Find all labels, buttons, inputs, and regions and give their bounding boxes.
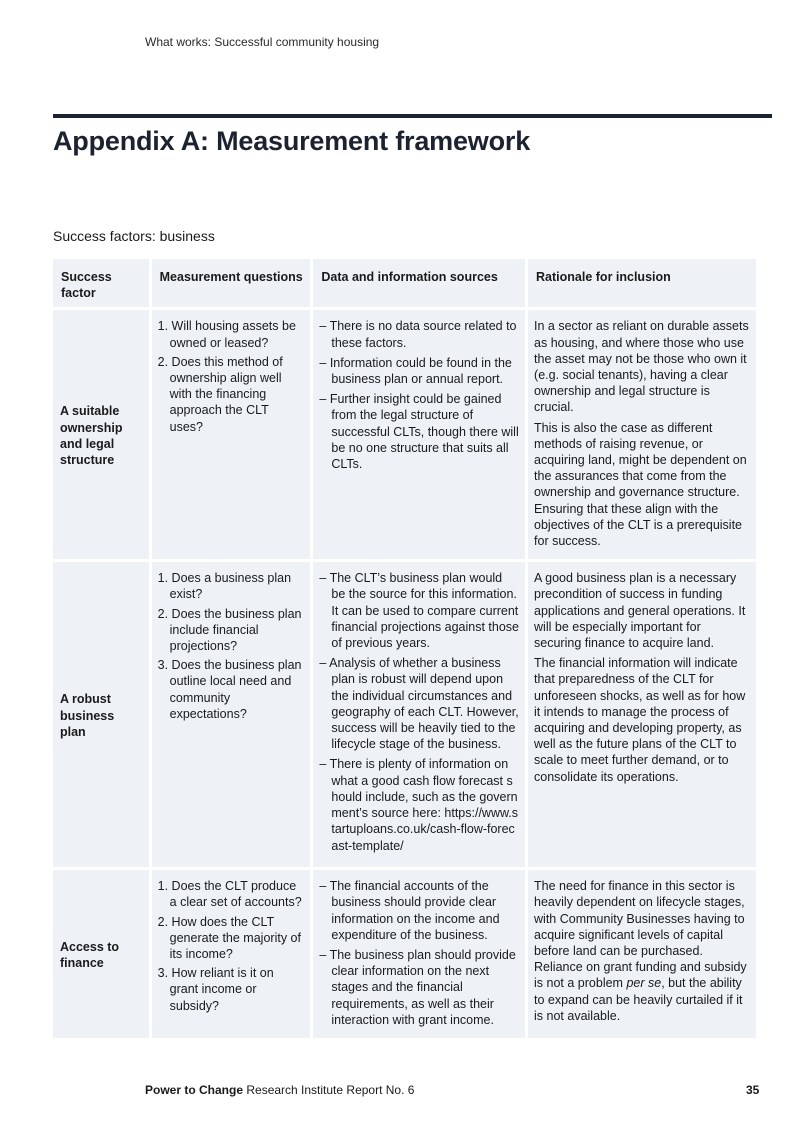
footer-brand: Power to Change <box>145 1083 244 1097</box>
questions-cell <box>152 562 311 867</box>
list-item: – The financial accounts of the business should provide clear information on the income and expenditure of the business. <box>319 878 519 943</box>
title-rule <box>53 114 772 118</box>
page-title: Appendix A: Measurement framework <box>53 126 531 156</box>
rationale-cell <box>528 562 756 867</box>
questions-cell <box>152 870 311 1038</box>
section-subtitle: Success factors: business <box>53 228 215 244</box>
list-item: – The CLT’s business plan would be the source for this information. It can be used to compare current financial projections against those of previous years. <box>319 570 519 651</box>
footer-report-title <box>145 1083 414 1097</box>
success-factor-cell: A suitable ownership and legal structure <box>53 310 149 559</box>
column-header: Rationale for inclusion <box>528 259 756 307</box>
success-factor-cell: Access to finance <box>53 870 149 1038</box>
table-row <box>53 870 756 1038</box>
success-factor-cell: A robust business plan <box>53 562 149 867</box>
list-item: 2. Does this method of ownership align well with the financing approach the CLT uses? <box>157 354 283 434</box>
rationale-paragraph: A good business plan is a necessary precondition of success in funding applications and general operations. It will be especially important for securing finance to acquire land. <box>534 571 746 651</box>
footer-text: Research Institute Report No. 6 <box>243 1083 415 1097</box>
list-item: – There is no data source related to these factors. <box>319 318 519 350</box>
rationale-cell <box>528 870 756 1038</box>
column-header: Data and information sources <box>313 259 525 307</box>
table-row <box>53 562 756 867</box>
running-header: What works: Successful community housing <box>145 35 380 49</box>
table-header-row <box>53 259 756 307</box>
list-item: 1. Does a business plan exist? <box>157 571 292 602</box>
column-header: Success factor <box>53 259 149 307</box>
sources-cell <box>313 310 525 559</box>
table-row <box>53 310 756 559</box>
measurement-framework-table <box>50 256 759 1041</box>
list-item: 2. How does the CLT generate the majority of its income? <box>157 914 301 962</box>
list-item: – Further insight could be gained from the legal structure of successful CLTs, though there will be no one structure that suits all CLTs. <box>319 391 519 472</box>
list-item: 2. Does the business plan include financial projections? <box>157 606 302 654</box>
sources-cell <box>313 562 525 867</box>
rationale-paragraph: This is also the case as different methods of raising revenue, or acquiring land, might be dependent on the assurances that come from the ownership and governance structure. Ensuring that these align with the objectives of the CLT is a prerequisite for success. <box>534 420 747 549</box>
list-item: 1. Does the CLT produce a clear set of accounts? <box>157 879 302 910</box>
rationale-paragraph: The financial information will indicate that preparedness of the CLT for unforeseen shocks, as well as for how it intends to manage the process of acquiring and developing property, as well as the future plans of the CLT to scale to meet further demand, or to consolidate its operations. <box>534 656 746 784</box>
sources-cell <box>313 870 525 1038</box>
rationale-paragraph: In a sector as reliant on durable assets as housing, and where those who use the asset may not be those who own it (e.g. social tenants), having a clear ownership and legal structure is crucial. <box>534 319 749 415</box>
questions-cell <box>152 310 311 559</box>
list-item: – The business plan should provide clear information on the next stages and the financial requirements, as well as their interaction with grant income. <box>319 947 519 1028</box>
rationale-cell <box>528 310 756 559</box>
list-item: 1. Will housing assets be owned or leased? <box>157 319 296 350</box>
list-item: – Information could be found in the business plan or annual report. <box>319 355 519 387</box>
list-item: 3. Does the business plan outline local need and community expectations? <box>157 658 302 721</box>
list-item: 3. How reliant is it on grant income or subsidy? <box>157 966 274 1013</box>
rationale-paragraph: The need for finance in this sector is heavily dependent on lifecycle stages, with Community Businesses having to acquire significant levels of capital before land can be purchased. Reliance on grant funding and subsidy is not a problem per se, but the ability to expand can be heavily curtailed if it is not available. <box>534 879 747 1023</box>
list-item: – There is plenty of information on what a good cash flow forecast should include, such as the government’s source here: https://www.startuploans.co.uk/cash-flow-forecast-template/ <box>319 756 519 853</box>
list-item: – Analysis of whether a business plan is robust will depend upon the individual circumstances and geography of each CLT. However, success will be heavily tied to the lifecycle stage of the business. <box>319 655 519 752</box>
page-number: 35 <box>746 1083 760 1097</box>
column-header: Measurement questions <box>152 259 311 307</box>
